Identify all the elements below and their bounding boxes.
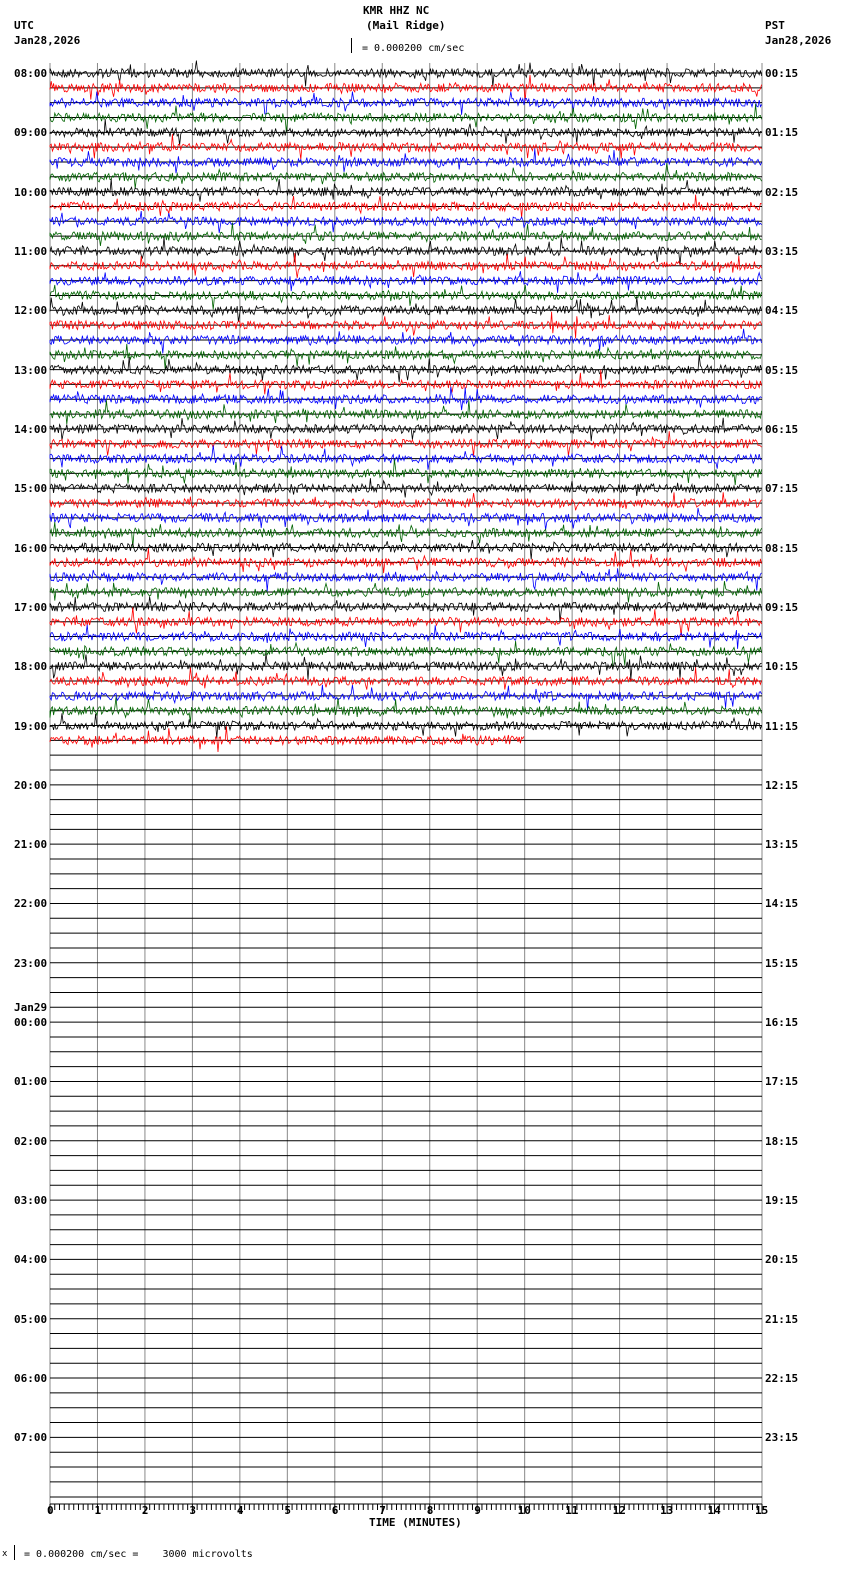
station-title: KMR HHZ NC — [363, 4, 430, 17]
seismic-trace — [50, 211, 762, 233]
seismic-trace — [50, 179, 762, 202]
pst-hour-label: 13:15 — [765, 838, 799, 852]
x-tick-label: 14 — [707, 1504, 721, 1517]
seismic-trace — [50, 418, 762, 441]
x-tick-label: 9 — [474, 1504, 481, 1517]
utc-hour-label: 13:00 — [14, 363, 48, 377]
seismic-trace — [50, 271, 762, 293]
x-tick-label: 13 — [660, 1504, 674, 1517]
scale-text: = 0.000200 cm/sec — [362, 43, 465, 54]
pst-hour-label: 23:15 — [765, 1431, 799, 1445]
x-tick-label: 3 — [189, 1504, 197, 1517]
footer-scale-bar-icon — [14, 1545, 15, 1560]
left-date: Jan28,2026 — [14, 34, 81, 47]
x-tick-label: 12 — [612, 1504, 626, 1517]
utc-hour-label: 01:00 — [14, 1075, 48, 1089]
pst-hour-label: 06:15 — [765, 422, 799, 436]
right-timezone: PST — [765, 19, 785, 32]
pst-hour-label: 02:15 — [765, 185, 799, 199]
seismic-trace — [50, 685, 762, 711]
seismic-trace — [50, 667, 762, 689]
x-tick-label: 2 — [141, 1504, 149, 1517]
x-tick-label: 11 — [565, 1504, 579, 1517]
utc-hour-label: 08:00 — [14, 67, 48, 80]
utc-hour-label: 03:00 — [14, 1194, 48, 1208]
pst-hour-label: 12:15 — [765, 778, 799, 792]
seismic-trace — [50, 344, 762, 369]
utc-hour-label: 07:00 — [14, 1431, 48, 1445]
utc-hour-label: 05:00 — [14, 1312, 48, 1326]
seismic-trace — [50, 641, 762, 666]
utc-hour-label: 19:00 — [14, 719, 48, 733]
utc-hour-label: 04:00 — [14, 1253, 48, 1267]
seismic-trace — [50, 400, 762, 424]
seismic-trace — [50, 522, 762, 547]
date-change-label: Jan29 — [14, 1001, 48, 1015]
seismic-trace — [50, 508, 762, 530]
utc-hour-label: 06:00 — [14, 1372, 48, 1386]
utc-hour-label: 15:00 — [14, 482, 48, 496]
utc-hour-label: 23:00 — [14, 956, 48, 970]
utc-hour-label: 14:00 — [14, 422, 48, 436]
pst-hour-label: 08:15 — [765, 541, 799, 555]
x-tick-label: 4 — [236, 1504, 244, 1517]
utc-hour-label: 02:00 — [14, 1134, 48, 1148]
seismic-trace — [50, 149, 762, 174]
pst-hour-label: 05:15 — [765, 363, 799, 377]
pst-hour-label: 21:15 — [765, 1312, 799, 1326]
x-tick-label: 0 — [47, 1504, 54, 1517]
utc-hour-label: 10:00 — [14, 185, 48, 199]
pst-hour-label: 01:15 — [765, 126, 799, 140]
pst-hour-label: 14:15 — [765, 897, 799, 911]
x-tick-label: 5 — [284, 1504, 291, 1517]
footer-marker: x — [2, 1549, 8, 1559]
utc-hour-label: 00:00 — [14, 1016, 48, 1030]
pst-hour-label: 20:15 — [765, 1253, 799, 1267]
utc-hour-label: 11:00 — [14, 244, 48, 258]
pst-hour-label: 19:15 — [765, 1194, 799, 1208]
pst-hour-label: 17:15 — [765, 1075, 799, 1089]
utc-hour-label: 22:00 — [14, 897, 48, 911]
seismic-trace — [50, 387, 762, 410]
x-tick-label: 6 — [331, 1504, 339, 1517]
x-tick-label: 10 — [517, 1504, 531, 1517]
pst-hour-label: 09:15 — [765, 600, 799, 614]
pst-hour-label: 10:15 — [765, 660, 799, 674]
seismic-trace — [50, 297, 762, 322]
pst-hour-label: 00:15 — [765, 67, 799, 80]
x-tick-label: 8 — [426, 1504, 434, 1517]
seismic-trace — [50, 223, 762, 246]
seismic-trace — [50, 540, 762, 559]
pst-hour-label: 11:15 — [765, 719, 799, 733]
pst-hour-label: 03:15 — [765, 244, 799, 258]
seismic-trace — [50, 285, 762, 310]
seismic-trace — [50, 445, 762, 469]
seismic-trace — [50, 568, 762, 591]
utc-hour-label: 16:00 — [14, 541, 48, 555]
pst-hour-label: 22:15 — [765, 1372, 799, 1386]
pst-hour-label: 16:15 — [765, 1016, 799, 1030]
utc-hour-label: 18:00 — [14, 660, 48, 674]
x-tick-label: 15 — [755, 1504, 769, 1517]
pst-hour-label: 18:15 — [765, 1134, 799, 1148]
left-timezone: UTC — [14, 19, 34, 32]
pst-hour-label: 04:15 — [765, 304, 799, 318]
seismic-trace — [50, 104, 762, 133]
seismic-trace — [50, 61, 762, 87]
x-axis-label: TIME (MINUTES) — [369, 1516, 462, 1529]
x-tick-label: 1 — [94, 1504, 102, 1517]
utc-hour-label: 17:00 — [14, 600, 48, 614]
utc-hour-label: 09:00 — [14, 126, 48, 140]
seismic-trace — [50, 459, 762, 485]
x-tick-label: 7 — [379, 1504, 386, 1517]
utc-hour-label: 12:00 — [14, 304, 48, 318]
pst-hour-label: 07:15 — [765, 482, 799, 496]
pst-hour-label: 15:15 — [765, 956, 799, 970]
footer-scale-text: = 0.000200 cm/sec = 3000 microvolts — [24, 1549, 253, 1560]
seismic-trace — [50, 653, 762, 679]
seismic-trace — [50, 697, 762, 722]
station-location: (Mail Ridge) — [366, 19, 446, 32]
seismic-trace — [50, 597, 762, 622]
utc-hour-label: 21:00 — [14, 838, 48, 852]
right-date: Jan28,2026 — [765, 34, 832, 47]
utc-hour-label: 20:00 — [14, 778, 48, 792]
